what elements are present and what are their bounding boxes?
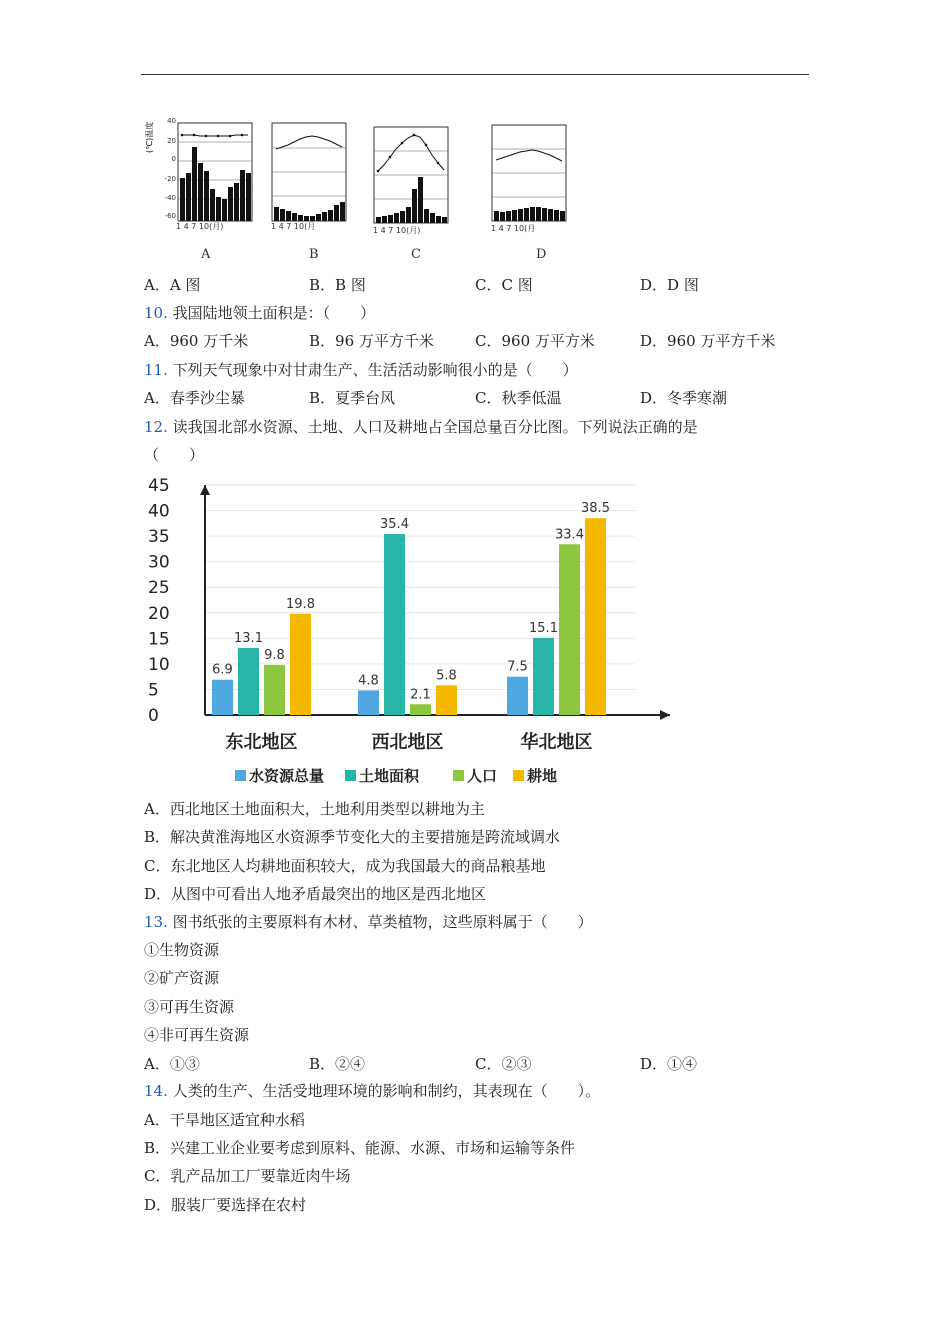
bar bbox=[358, 690, 379, 715]
temp-tick: -20 bbox=[164, 175, 176, 183]
q14-option-c[interactable]: C．乳产品加工厂要靠近肉牛场 bbox=[144, 1167, 351, 1185]
question-text: 下列天气现象中对甘肃生产、生活活动影响很小的是（ ） bbox=[172, 361, 578, 379]
question-10 bbox=[144, 303, 375, 323]
data-label: 4.8 bbox=[358, 673, 379, 689]
data-label: 2.1 bbox=[410, 687, 431, 703]
header-rule bbox=[141, 74, 809, 75]
climate-months-a: 1 4 7 10(月) bbox=[176, 222, 224, 231]
y-axis-arrow bbox=[200, 485, 210, 495]
q13-option-a[interactable]: A．①③ bbox=[144, 1055, 200, 1073]
bar bbox=[559, 544, 580, 715]
y-tick-label: 30 bbox=[148, 552, 170, 573]
y-tick-label: 5 bbox=[148, 680, 159, 701]
question-number: 14. bbox=[144, 1082, 168, 1100]
y-tick-label: 20 bbox=[148, 603, 170, 624]
bar bbox=[212, 680, 233, 715]
q9-option-c[interactable]: C．C 图 bbox=[475, 276, 533, 294]
q11-option-d[interactable]: D．冬季寒潮 bbox=[640, 389, 728, 407]
figure-label-d: D bbox=[536, 247, 547, 262]
data-label: 6.9 bbox=[212, 662, 233, 678]
q12-option-a[interactable]: A．西北地区土地面积大，土地利用类型以耕地为主 bbox=[144, 800, 485, 818]
figure-label-c: C bbox=[411, 247, 421, 262]
data-label: 5.8 bbox=[436, 668, 457, 684]
q10-option-c[interactable]: C．960 万平方米 bbox=[475, 332, 595, 350]
q13-item-2: ②矿产资源 bbox=[144, 969, 220, 987]
question-11 bbox=[144, 360, 578, 380]
q9-option-a[interactable]: A．A 图 bbox=[144, 276, 201, 294]
climate-chart-d bbox=[492, 125, 566, 221]
q14-option-b[interactable]: B．兴建工业企业要考虑到原料、能源、水源、市场和运输等条件 bbox=[144, 1139, 576, 1157]
y-tick-label: 10 bbox=[148, 654, 170, 675]
q14-option-d[interactable]: D．服装厂要选择在农村 bbox=[144, 1196, 307, 1214]
q9-option-b[interactable]: B．B 图 bbox=[309, 276, 366, 294]
question-number: 11. bbox=[144, 361, 168, 379]
q11-option-b[interactable]: B．夏季台风 bbox=[309, 389, 396, 407]
climate-chart-a bbox=[144, 117, 252, 221]
figure-label-b: B bbox=[309, 247, 319, 262]
q12-option-d[interactable]: D．从图中可看出人地矛盾最突出的地区是西北地区 bbox=[144, 885, 487, 903]
temp-tick: 0 bbox=[171, 155, 176, 163]
y-tick-label: 45 bbox=[148, 476, 170, 496]
bar bbox=[238, 648, 259, 715]
data-label: 15.1 bbox=[529, 620, 558, 636]
bar bbox=[290, 614, 311, 715]
legend-swatch bbox=[345, 770, 356, 781]
temp-tick: 20 bbox=[167, 137, 176, 145]
question-number: 10. bbox=[144, 304, 168, 322]
q13-item-1: ①生物资源 bbox=[144, 941, 220, 959]
legend-swatch bbox=[235, 770, 246, 781]
q11-option-c[interactable]: C．秋季低温 bbox=[475, 389, 562, 407]
legend-label: 人口 bbox=[467, 767, 498, 785]
q13-item-4: ④非可再生资源 bbox=[144, 1026, 250, 1044]
question-12-cont: （ ） bbox=[144, 446, 205, 464]
question-12 bbox=[144, 417, 698, 437]
bar bbox=[264, 665, 285, 715]
data-label: 13.1 bbox=[234, 631, 263, 647]
q10-option-a[interactable]: A．960 万千米 bbox=[144, 332, 249, 350]
question-text: 人类的生产、生活受地理环境的影响和制约，其表现在（ ）。 bbox=[172, 1082, 601, 1100]
bar-chart bbox=[140, 470, 700, 795]
bar bbox=[507, 677, 528, 715]
q13-option-c[interactable]: C．②③ bbox=[475, 1055, 532, 1073]
data-label: 9.8 bbox=[264, 647, 285, 663]
category-label: 西北地区 bbox=[371, 732, 444, 753]
q12-option-c[interactable]: C．东北地区人均耕地面积较大，成为我国最大的商品粮基地 bbox=[144, 857, 546, 875]
temp-tick: 40 bbox=[167, 117, 176, 125]
bar bbox=[436, 685, 457, 715]
data-label: 38.5 bbox=[581, 501, 610, 517]
q13-item-3: ③可再生资源 bbox=[144, 998, 235, 1016]
q14-option-a[interactable]: A．干旱地区适宜种水稻 bbox=[144, 1111, 305, 1129]
climate-months-d: 1 4 7 10(月 bbox=[491, 224, 536, 233]
climate-chart-c bbox=[374, 127, 448, 223]
y-tick-label: 40 bbox=[148, 501, 170, 522]
legend-swatch bbox=[453, 770, 464, 781]
q10-option-d[interactable]: D．960 万平方千米 bbox=[640, 332, 776, 350]
data-label: 35.4 bbox=[380, 517, 409, 533]
bar bbox=[585, 518, 606, 715]
category-label: 华北地区 bbox=[520, 732, 593, 753]
question-number: 12. bbox=[144, 418, 168, 436]
q11-option-a[interactable]: A．春季沙尘暴 bbox=[144, 389, 245, 407]
legend-swatch bbox=[513, 770, 524, 781]
question-13 bbox=[144, 912, 593, 932]
y-tick-label: 35 bbox=[148, 527, 170, 548]
climate-months-b: 1 4 7 10(月 bbox=[271, 222, 316, 231]
climate-chart-b bbox=[272, 123, 346, 221]
data-label: 19.8 bbox=[286, 596, 315, 612]
legend-label: 耕地 bbox=[527, 767, 558, 785]
q9-option-d[interactable]: D．D 图 bbox=[640, 276, 699, 294]
y-tick-label: 25 bbox=[148, 578, 170, 599]
y-tick-label: 15 bbox=[148, 629, 170, 650]
question-text: 读我国北部水资源、土地、人口及耕地占全国总量百分比图。下列说法正确的是 bbox=[172, 418, 698, 436]
question-number: 13. bbox=[144, 913, 168, 931]
question-text: 图书纸张的主要原料有木材、草类植物，这些原料属于（ ） bbox=[172, 913, 593, 931]
question-text: 我国陆地领土面积是：（ ） bbox=[172, 304, 376, 322]
temp-axis-label: (℃)温度 bbox=[145, 121, 154, 153]
category-label: 东北地区 bbox=[225, 732, 298, 753]
bar bbox=[384, 534, 405, 715]
q13-option-d[interactable]: D．①④ bbox=[640, 1055, 698, 1073]
figure-label-a: A bbox=[201, 247, 211, 262]
bar bbox=[533, 638, 554, 715]
bar bbox=[410, 704, 431, 715]
data-label: 33.4 bbox=[555, 527, 584, 543]
question-14 bbox=[144, 1081, 600, 1101]
temp-tick: -60 bbox=[164, 212, 176, 220]
data-label: 7.5 bbox=[507, 659, 528, 675]
legend-label: 土地面积 bbox=[359, 767, 420, 785]
x-axis-arrow bbox=[660, 710, 670, 720]
y-tick-label: 0 bbox=[148, 706, 159, 726]
legend-label: 水资源总量 bbox=[249, 767, 325, 785]
temp-tick: -40 bbox=[164, 194, 176, 202]
climate-months-c: 1 4 7 10(月) bbox=[373, 226, 421, 235]
q12-option-b[interactable]: B．解决黄淮海地区水资源季节变化大的主要措施是跨流域调水 bbox=[144, 828, 561, 846]
q13-option-b[interactable]: B．②④ bbox=[309, 1055, 366, 1073]
q10-option-b[interactable]: B．96 万平方千米 bbox=[309, 332, 434, 350]
